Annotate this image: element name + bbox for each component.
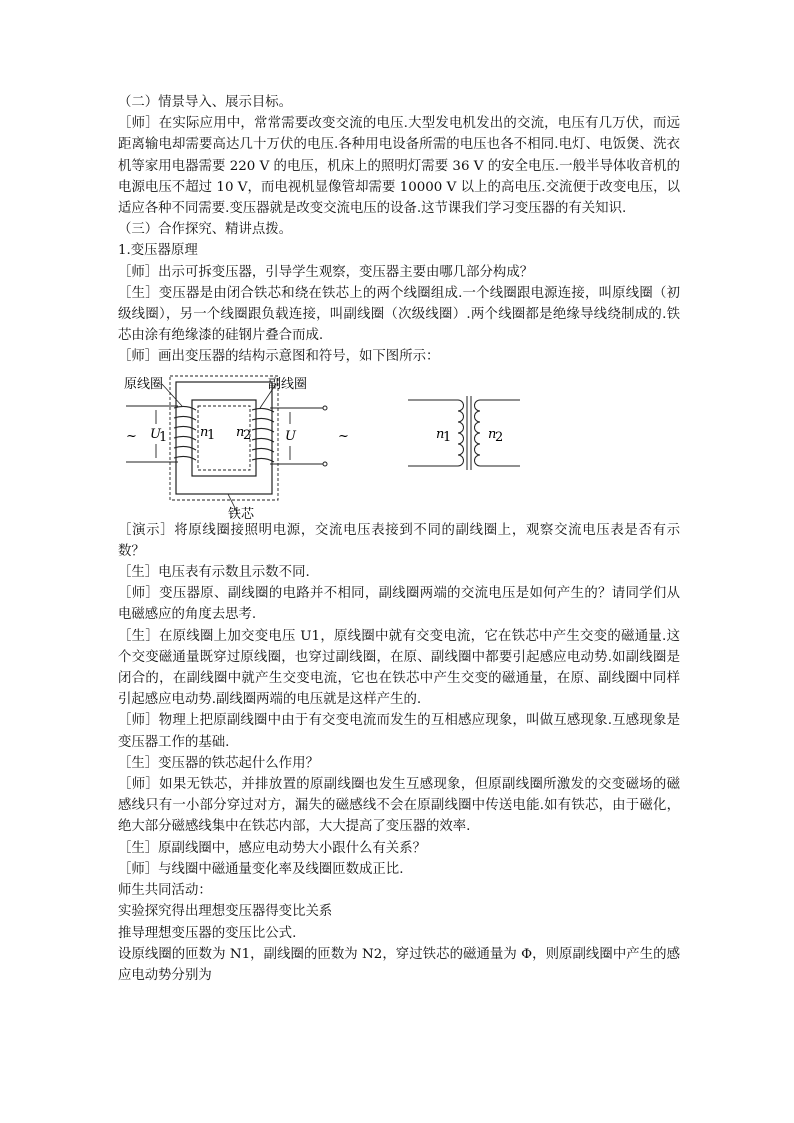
primary-coil [174, 406, 196, 460]
paragraph-last: 设原线圈的匝数为 N1，副线圈的匝数为 N2，穿过铁芯的磁通量为 Φ，则原副线圈中产生的感应电动势分别为 [118, 946, 680, 983]
symbol-n1-label: n [436, 426, 445, 442]
n2-subscript: 2 [243, 427, 252, 443]
section3-title: （三）合作探究、精讲点拨。 [118, 222, 293, 238]
core-label: 铁芯 [228, 506, 255, 520]
paragraph-answer-3: ［生］在原线圈上加交变电压 U1，原线圈中就有交变电流，它在铁芯中产生交变的磁通量.这个交变磁通量既穿过原线圈，也穿过副线圈，在原、副线圈中都要引起感应电动势.如副线圈是闭合的，在副线圈中就产生交变电流，它也在铁芯中产生交变的磁通量，在原、副线圈中同样引起感应电动势.副线圈两端的电压就是这样产生的. [118, 628, 680, 708]
ac-source-right: ~ [338, 428, 349, 444]
paragraph-teacher-1: ［师］物理上把原副线圈中由于有交变电流而发生的互相感应现象，叫做互感现象.互感现象是变压器工作的基础. [118, 713, 680, 750]
paragraph-question-1: ［师］出示可拆变压器，引导学生观察，变压器主要由哪几部分构成？ [118, 264, 534, 280]
paragraph-question-2: ［师］变压器原、副线圈的电路并不相同，副线圈两端的交流电压是如何产生的？请同学们从电磁感应的角度去思考. [118, 586, 680, 623]
paragraph-teacher-3: ［师］与线圈中磁通量变化率及线圈匝数成正比. [118, 861, 404, 877]
section2-title: （二）情景导入、展示目标。 [118, 95, 293, 110]
symbol-n1-subscript: 1 [443, 429, 452, 445]
secondary-coil-label: 副线圈 [268, 376, 308, 392]
paragraph-teacher-2: ［师］如果无铁芯，并排放置的原副线圈也发生互感现象，但原副线圈所激发的交变磁场的磁感线只有一小部分穿过对方，漏失的磁感线不会在原副线圈中传送电能.如有铁芯，由于磁化，绝大部分磁感线集中在铁芯内部，大大提高了变压器的效率. [118, 777, 680, 835]
document-page [118, 92, 680, 986]
paragraph-demo: ［演示］将原线圈接照明电源，交流电压表接到不同的副线圈上，观察交流电压表是否有示数？ [118, 522, 680, 559]
terminal-top [323, 406, 327, 410]
symbol-n2-subscript: 2 [495, 429, 504, 445]
n2-label: n [236, 424, 245, 440]
paragraph-question-3: ［生］变压器的铁芯起什么作用？ [118, 755, 319, 771]
paragraph-derive: 推导理想变压器的变压比公式. [118, 925, 297, 941]
transformer-figure [118, 370, 680, 520]
n1-label: n [200, 424, 209, 440]
u2-label: U [285, 428, 296, 444]
u1-label: U [150, 426, 161, 442]
paragraph-intro: ［师］在实际应用中，常常需要改变交流的电压.大型发电机发出的交流，电压有几万伏，而远距离输电却需要高达几十万伏的电压.各种用电设备所需的电压也各不相同.电灯、电饭煲、洗衣机等家用电器需要 220 V 的电压，机床上的照明灯需要 36 V 的安全电压.一般半导体收音机的电源电压不超过 10 V，而电视机显像管却需要 10000 V 以上的高电压.交流便于改变电压，以适应各种不同需要.变压器就是改变交流电压的设备.这节课我们学习变压器的有关知识. [118, 116, 680, 217]
paragraph-answer-2: ［生］电压表有示数且示数不同. [118, 565, 310, 581]
paragraph-draw: ［师］画出变压器的结构示意图和符号，如下图所示： [118, 349, 440, 365]
paragraph-experiment: 实验探究得出理想变压器得变比关系 [118, 904, 333, 920]
transformer-diagram [118, 370, 680, 520]
paragraph-answer-1: ［生］变压器是由闭合铁芯和绕在铁芯上的两个线圈组成.一个线圈跟电源连接，叫原线圈（初级线圈），另一个线圈跟负载连接，叫副线圈（次级线圈）.两个线圈都是绝缘导线绕制成的.铁芯由涂有绝缘漆的硅钢片叠合而成. [118, 285, 680, 344]
n1-subscript: 1 [207, 427, 216, 443]
primary-leader [162, 384, 182, 406]
u1-subscript: 1 [159, 429, 168, 445]
symbol-n2-label: n [488, 426, 497, 442]
paragraph-question-4: ［生］原副线圈中，感应电动势大小跟什么有关系？ [118, 840, 426, 856]
secondary-coil [252, 408, 274, 462]
primary-coil-label: 原线圈 [124, 376, 164, 392]
terminal-bottom [323, 462, 327, 466]
ac-source-left: ~ [126, 428, 137, 444]
subsection1-title: 1.变压器原理 [118, 243, 198, 259]
paragraph-joint-activity: 师生共同活动： [118, 883, 212, 899]
